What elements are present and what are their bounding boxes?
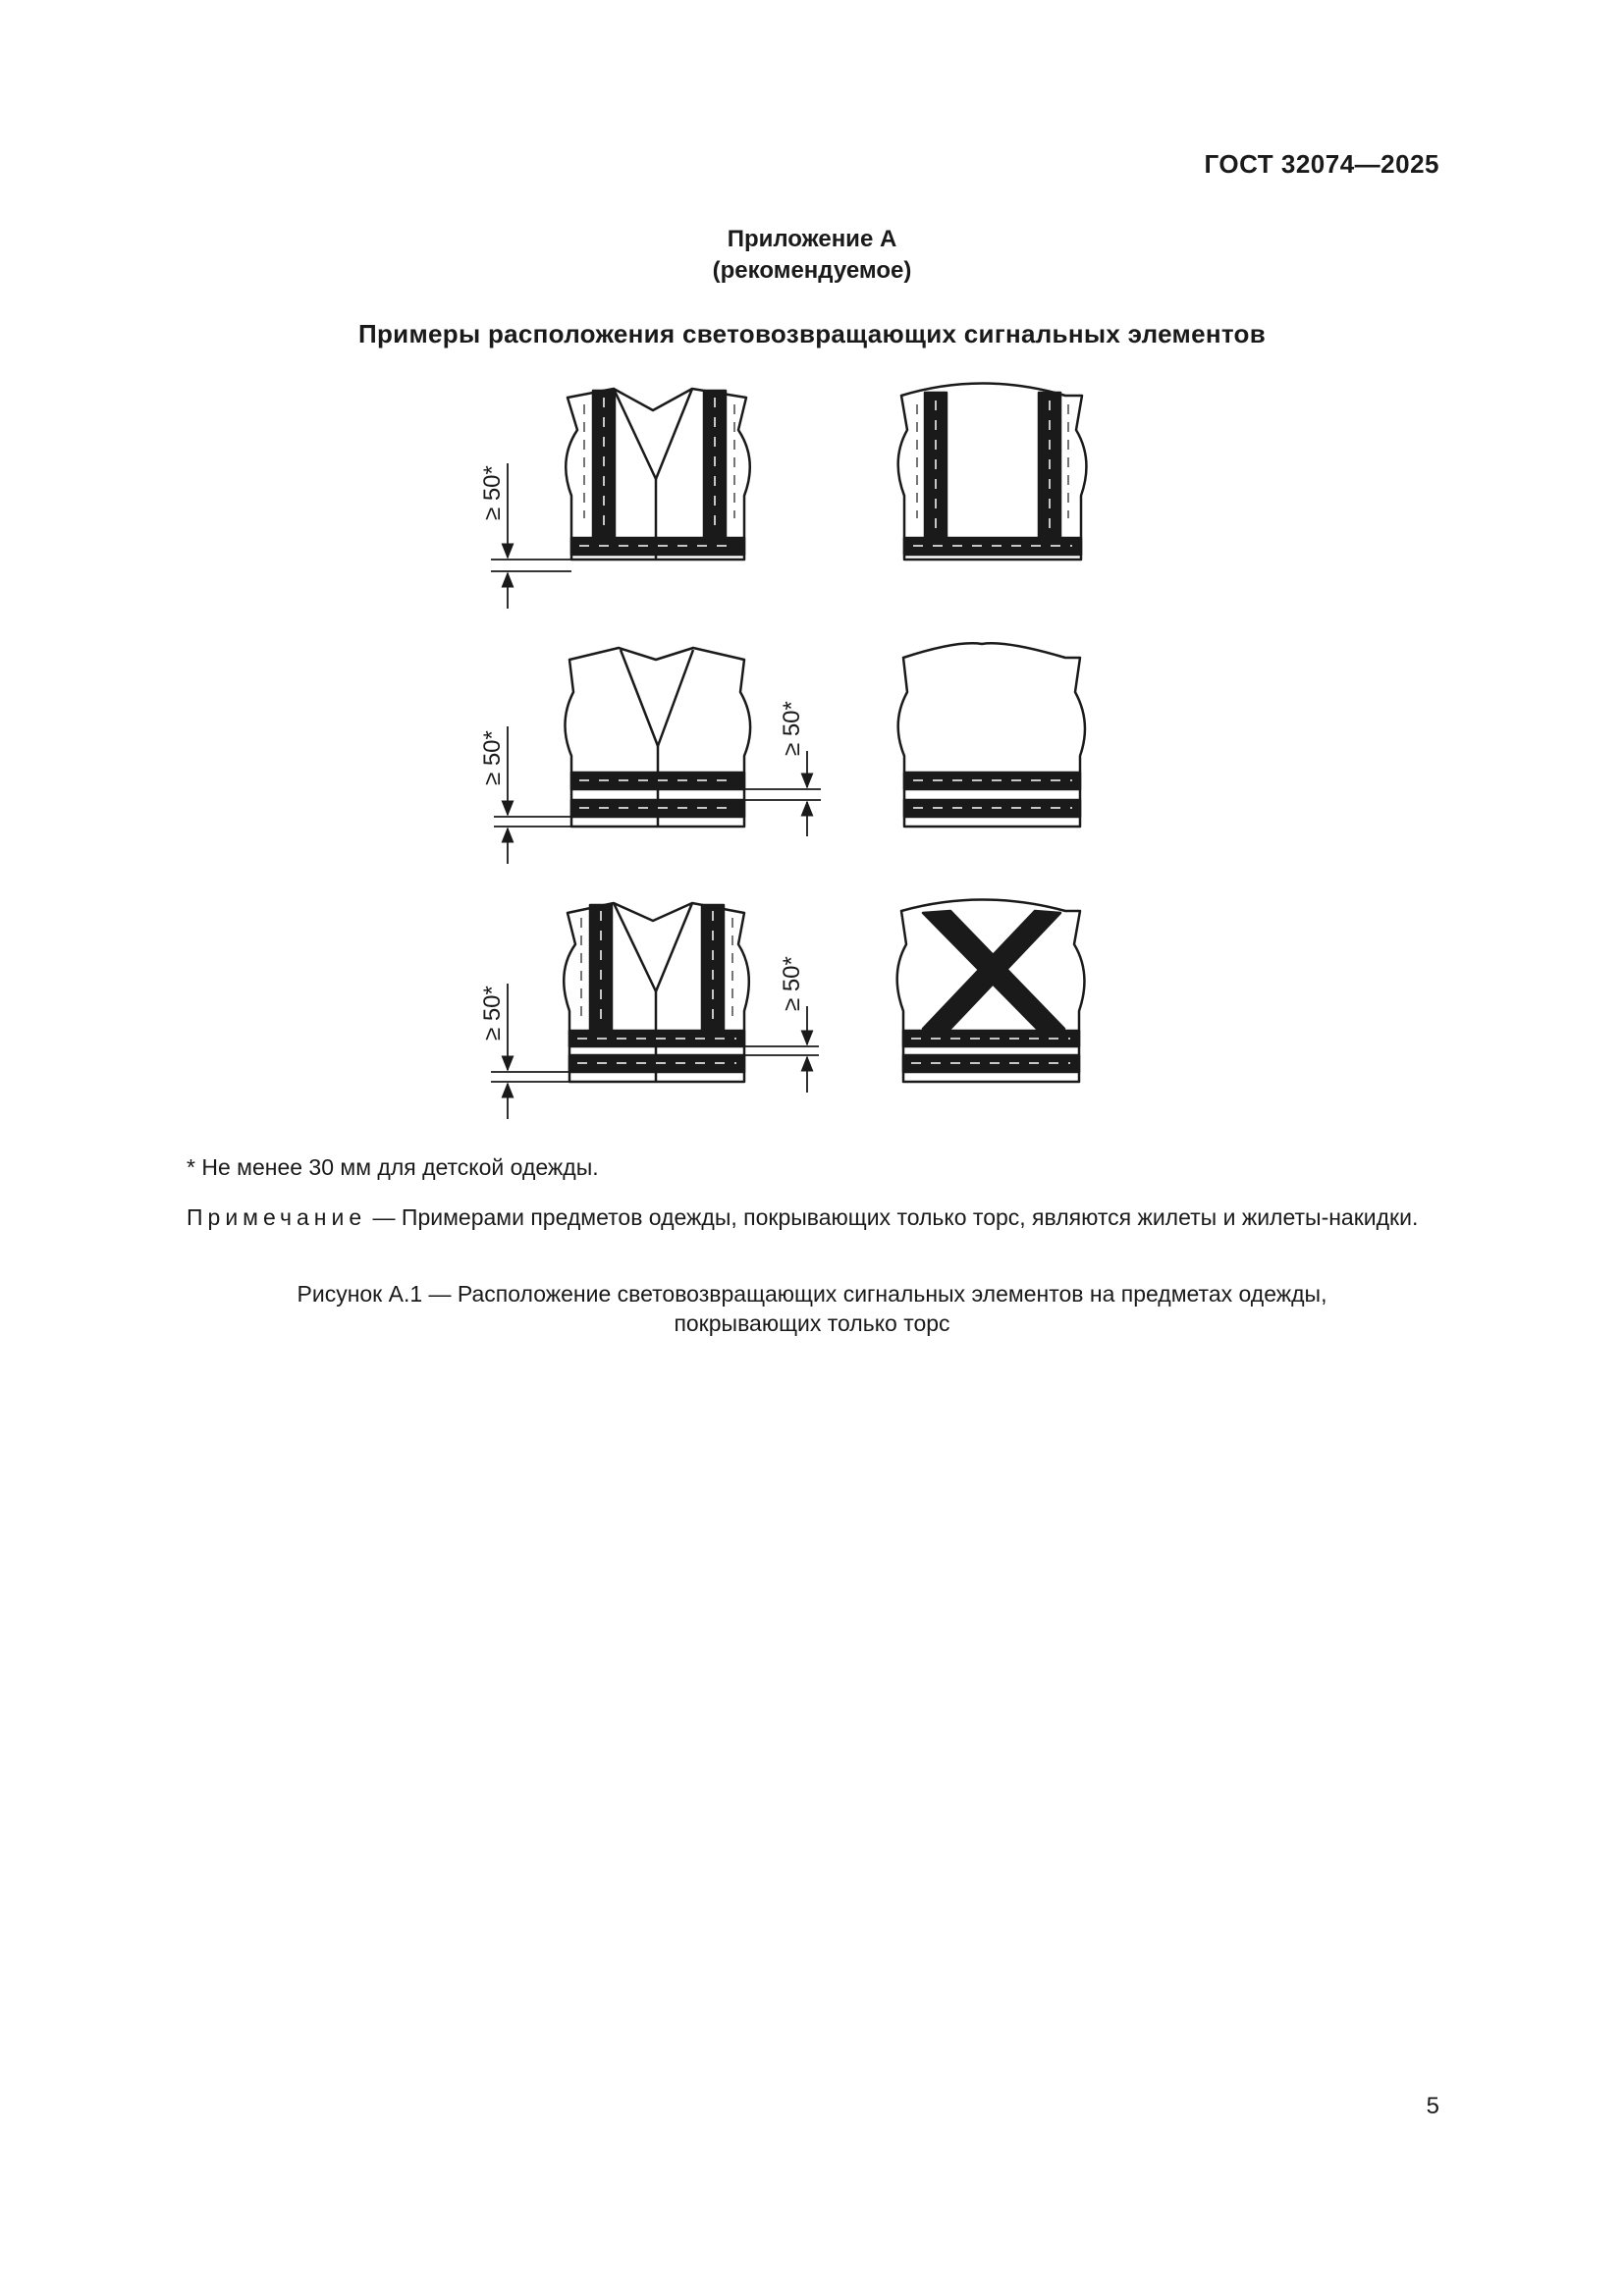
dimension-label-row2-left: ≥ 50* <box>479 730 506 785</box>
caption-line-2: покрывающих только торс <box>674 1310 950 1336</box>
dimension-row3-right <box>744 1006 819 1093</box>
vest-row1-front <box>566 389 750 560</box>
footnote: * Не менее 30 мм для детской одежды. <box>187 1154 599 1180</box>
document-code: ГОСТ 32074—2025 <box>1204 149 1439 179</box>
page-number: 5 <box>1426 2093 1439 2119</box>
vest-row1-back <box>898 384 1087 561</box>
dimension-label-row3-left: ≥ 50* <box>479 986 506 1041</box>
note-paragraph <box>118 1201 1440 1233</box>
dimension-label-row3-right: ≥ 50* <box>779 956 805 1011</box>
vest-row3-front <box>564 903 749 1082</box>
dimension-label-row2-right: ≥ 50* <box>779 701 805 756</box>
annex-status: (рекомендуемое) <box>712 257 912 284</box>
vest-figure <box>0 0 1624 1139</box>
vest-row2-front <box>565 648 750 827</box>
dimension-label-row1: ≥ 50* <box>479 465 506 520</box>
vest-row3-back <box>897 900 1085 1083</box>
figure-caption <box>0 1279 1624 1338</box>
note-text: — Примерами предметов одежды, покрывающих только торс, являются жилеты и жилеты-накидки. <box>366 1204 1419 1230</box>
annex-title: Приложение А <box>727 226 897 252</box>
dimension-row2-right <box>744 751 821 836</box>
vest-row2-back <box>898 643 1085 827</box>
caption-line-1: Рисунок А.1 — Расположение световозвращающих сигнальных элементов на предметах одежды, <box>297 1281 1327 1307</box>
section-title: Примеры расположения световозвращающих сигнальных элементов <box>358 319 1266 348</box>
note-label: Примечание <box>187 1204 367 1230</box>
